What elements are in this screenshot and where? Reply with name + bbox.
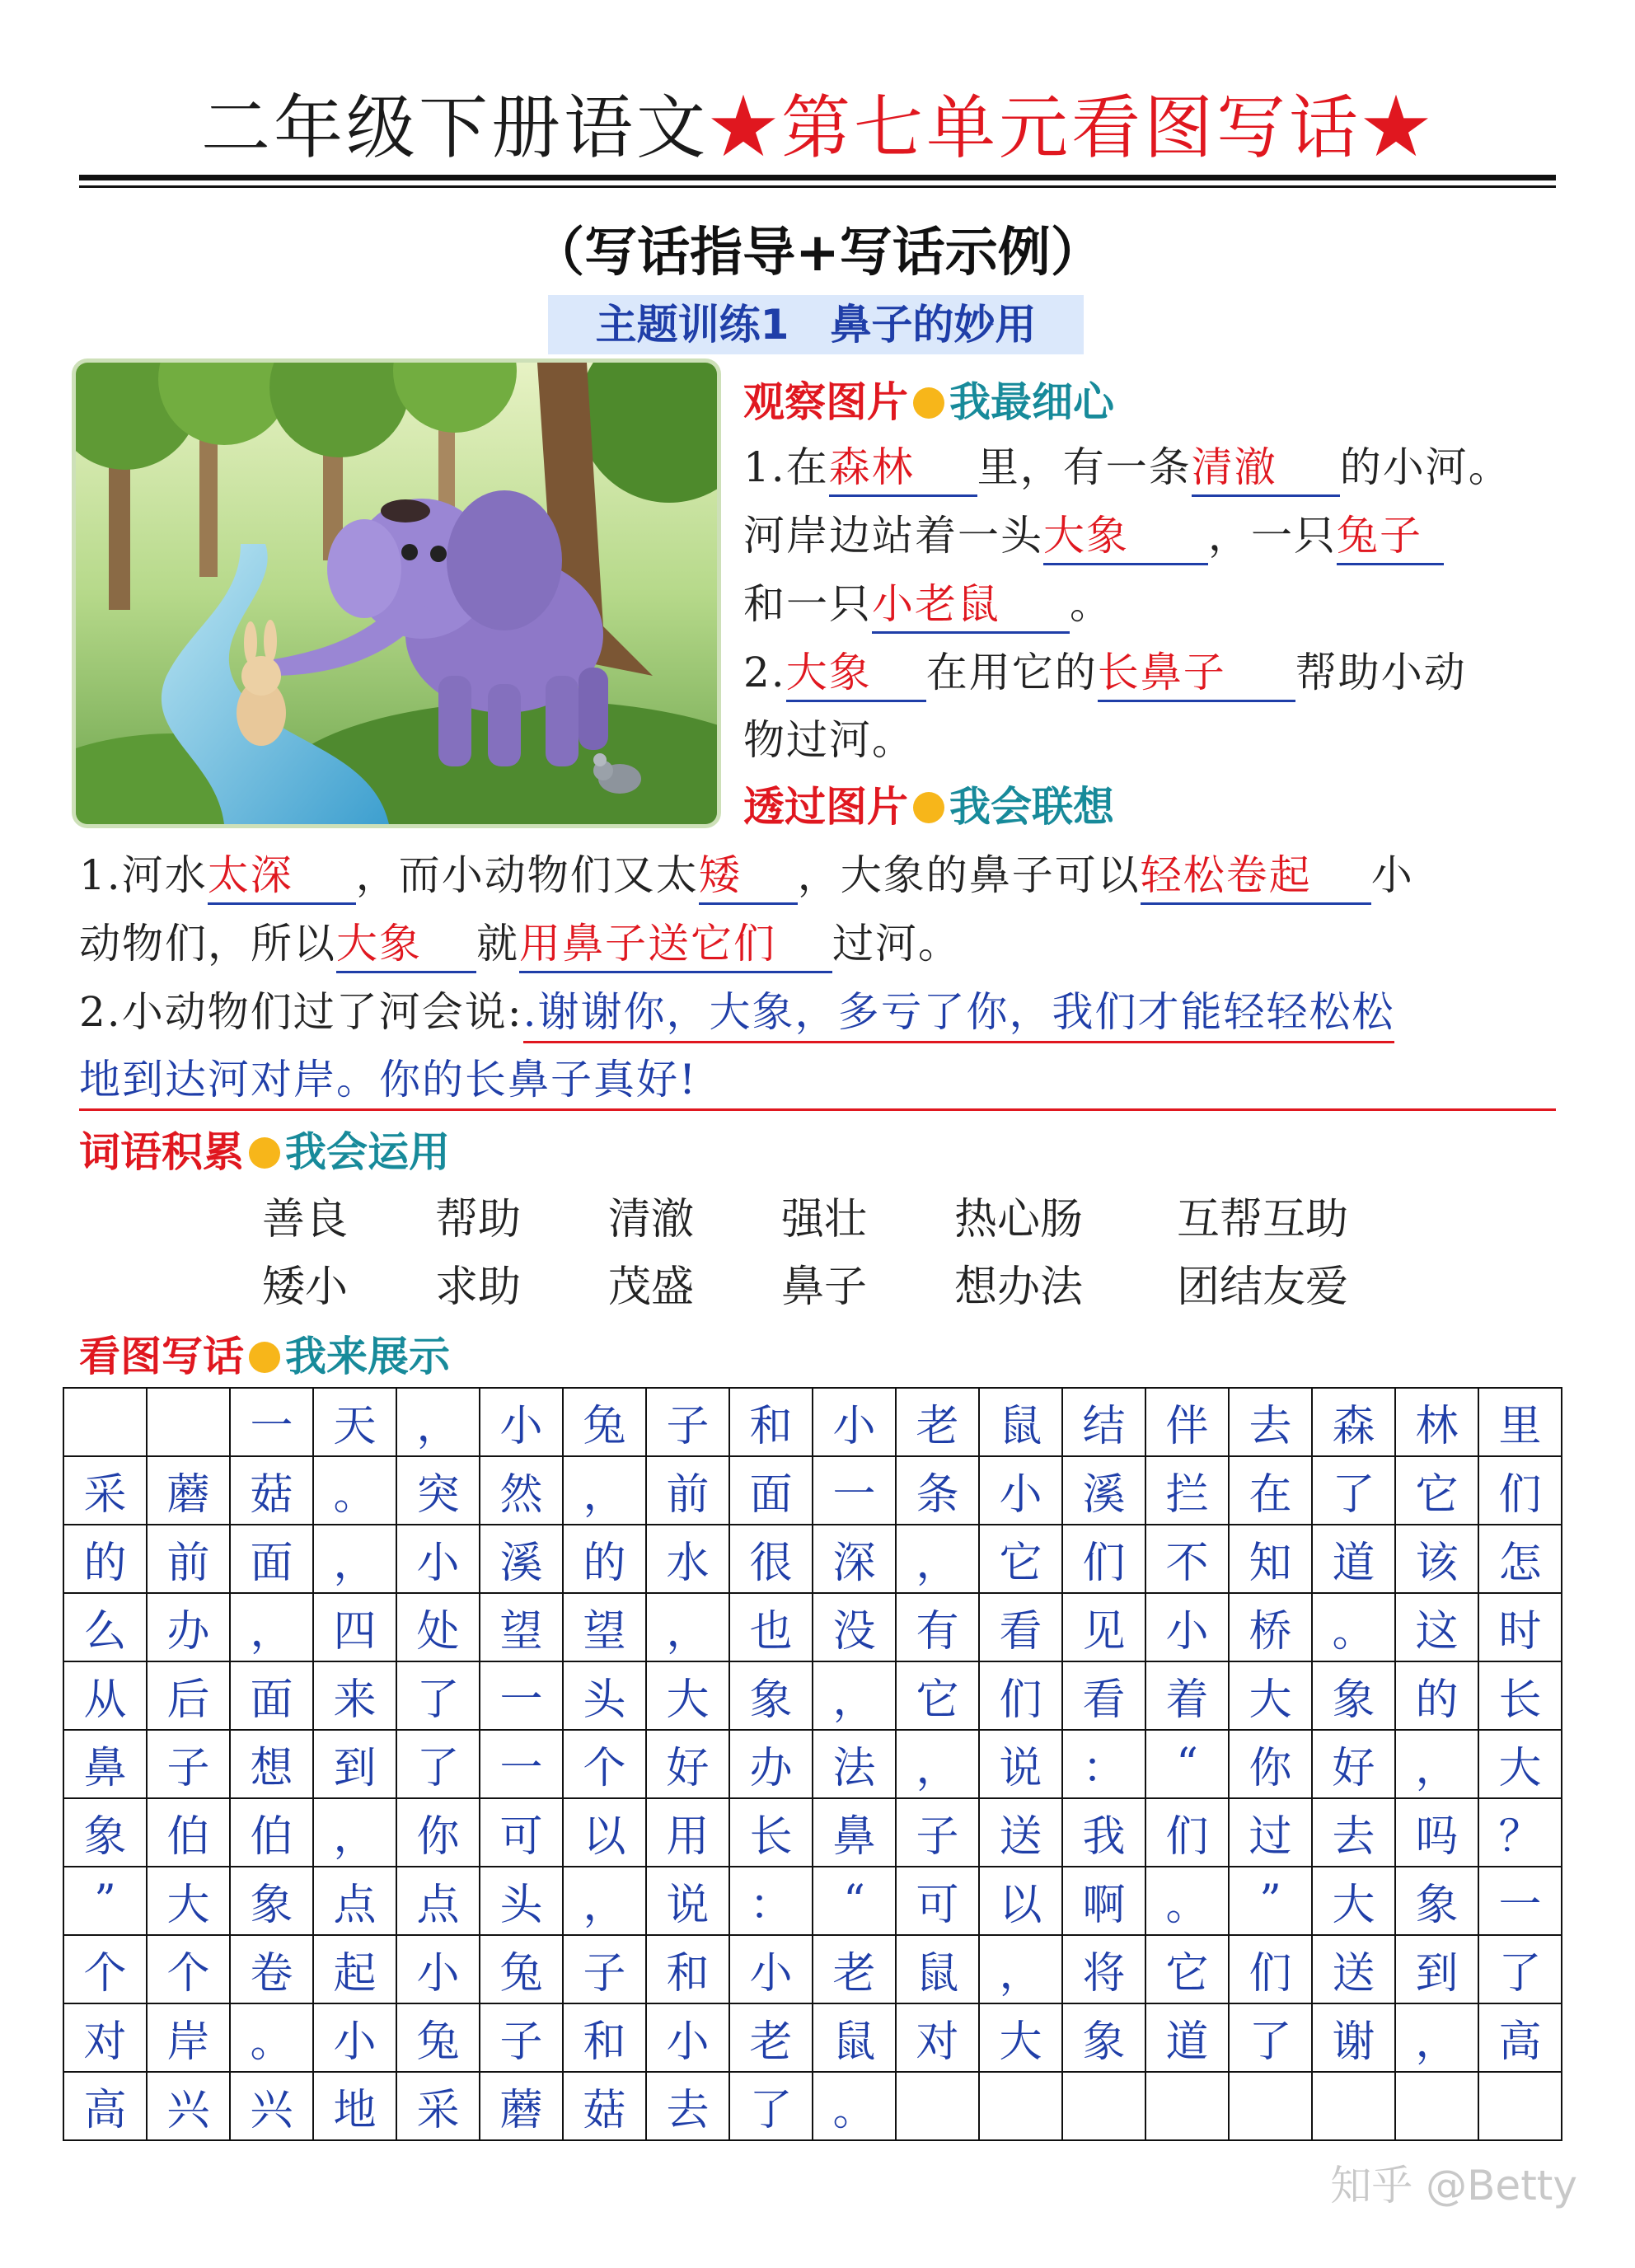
imagine-heading-red: 透过图片 xyxy=(743,783,908,831)
title-rule-thick xyxy=(79,175,1556,180)
word: 想办法 xyxy=(954,1263,1084,1312)
grid-cell: 桥 xyxy=(1229,1593,1312,1661)
observe-line-5: 物过河。 xyxy=(743,716,915,764)
grid-cell: 的 xyxy=(63,1525,147,1593)
grid-cell: 大 xyxy=(1229,1661,1312,1730)
grid-cell: 这 xyxy=(1395,1593,1478,1661)
grid-cell: 啊 xyxy=(1062,1867,1145,1935)
title-rule-thin xyxy=(79,185,1556,188)
grid-cell: 拦 xyxy=(1145,1456,1229,1525)
grid-row xyxy=(63,1525,1562,1593)
watermark: 知乎 @Betty xyxy=(1330,2162,1577,2209)
grid-cell: 鼠 xyxy=(979,1388,1062,1456)
grid-cell: 和 xyxy=(729,1388,813,1456)
grid-cell: 一 xyxy=(480,1730,563,1798)
grid-cell: 不 xyxy=(1145,1525,1229,1593)
grid-cell: 面 xyxy=(230,1661,313,1730)
grid-cell: 个 xyxy=(147,1935,230,2003)
grid-cell: ， xyxy=(563,1456,646,1525)
grid-cell: 老 xyxy=(896,1388,979,1456)
observe-line-1 xyxy=(743,434,1511,500)
fill-answer: 大象 xyxy=(1043,508,1208,565)
grid-cell: 象 xyxy=(230,1867,313,1935)
grid-cell: 鼠 xyxy=(813,2003,896,2072)
grid-cell: 到 xyxy=(313,1730,396,1798)
grid-cell: 林 xyxy=(1395,1388,1478,1456)
grid-cell: 。 xyxy=(1312,1593,1395,1661)
grid-cell: 菇 xyxy=(563,2072,646,2140)
fill-answer: 小老鼠 xyxy=(872,577,1070,634)
grid-cell: 长 xyxy=(1478,1661,1562,1730)
grid-cell: 可 xyxy=(896,1867,979,1935)
grid-cell: 着 xyxy=(1145,1661,1229,1730)
grid-cell: 好 xyxy=(646,1730,729,1798)
fill-answer: 大象 xyxy=(786,645,926,702)
grid-cell: 小 xyxy=(729,1935,813,2003)
text: 里，有一条 xyxy=(977,443,1192,491)
fill-answer: 长鼻子 xyxy=(1098,645,1295,702)
grid-cell: 大 xyxy=(646,1661,729,1730)
grid-cell: 望 xyxy=(480,1593,563,1661)
grid-cell: 天 xyxy=(313,1388,396,1456)
word: 团结友爱 xyxy=(1177,1263,1349,1312)
grid-cell: 象 xyxy=(63,1798,147,1867)
word: 强壮 xyxy=(781,1195,868,1244)
grid-cell: 谢 xyxy=(1312,2003,1395,2072)
grid-cell: 了 xyxy=(1229,2003,1312,2072)
grid-cell: 办 xyxy=(729,1730,813,1798)
grid-cell: 小 xyxy=(979,1456,1062,1525)
grid-cell: 象 xyxy=(1395,1867,1478,1935)
grid-cell: 地 xyxy=(313,2072,396,2140)
grid-cell: 好 xyxy=(1312,1730,1395,1798)
grid-cell: 以 xyxy=(563,1798,646,1867)
grid-cell: 到 xyxy=(1395,1935,1478,2003)
observe-heading xyxy=(743,373,1114,432)
grid-cell: 里 xyxy=(1478,1388,1562,1456)
text: 帮助小动 xyxy=(1295,649,1467,696)
imagine-line-1 xyxy=(79,842,1414,908)
grid-cell: 来 xyxy=(313,1661,396,1730)
grid-cell: 小 xyxy=(480,1388,563,1456)
grid-cell: 溪 xyxy=(1062,1456,1145,1525)
fill-answer: 清澈 xyxy=(1192,440,1340,497)
grid-cell: 子 xyxy=(646,1388,729,1456)
grid-cell: 水 xyxy=(646,1525,729,1593)
grid-cell: 个 xyxy=(63,1935,147,2003)
word: 茂盛 xyxy=(608,1263,695,1312)
grid-cell: 小 xyxy=(813,1388,896,1456)
grid-cell: 小 xyxy=(396,1935,480,2003)
grid-cell: 我 xyxy=(1062,1798,1145,1867)
grid-cell: 老 xyxy=(729,2003,813,2072)
grid-cell: ” xyxy=(1229,1867,1312,1935)
grid-cell xyxy=(1478,2072,1562,2140)
fill-answer: 兔子 xyxy=(1337,508,1444,565)
answer-sentence: .谢谢你，大象，多亏了你，我们才能轻轻松松 xyxy=(523,983,1395,1043)
grid-cell: 小 xyxy=(396,1525,480,1593)
grid-cell: 兔 xyxy=(480,1935,563,2003)
dot-icon xyxy=(249,1137,280,1169)
fill-answer: 太深 xyxy=(208,848,356,905)
grid-cell: 处 xyxy=(396,1593,480,1661)
grid-cell: 过 xyxy=(1229,1798,1312,1867)
grid-cell: 一 xyxy=(813,1456,896,1525)
writing-heading-teal: 我来展示 xyxy=(285,1333,450,1380)
grid-cell: 前 xyxy=(646,1456,729,1525)
topic-banner: 主题训练1 鼻子的妙用 xyxy=(548,295,1084,354)
grid-cell: ， xyxy=(813,1661,896,1730)
grid-cell: 送 xyxy=(979,1798,1062,1867)
grid-cell: 鼻 xyxy=(813,1798,896,1867)
grid-cell: 鼻 xyxy=(63,1730,147,1798)
text: 动物们，所以 xyxy=(79,920,336,968)
grid-cell: ， xyxy=(646,1593,729,1661)
grid-cell: 鼠 xyxy=(896,1935,979,2003)
grid-cell: 深 xyxy=(813,1525,896,1593)
grid-cell: 将 xyxy=(1062,1935,1145,2003)
grid-cell: 四 xyxy=(313,1593,396,1661)
grid-cell: 小 xyxy=(1145,1593,1229,1661)
grid-cell: 们 xyxy=(1145,1798,1229,1867)
grid-cell xyxy=(63,1388,147,1456)
grid-cell: 溪 xyxy=(480,1525,563,1593)
grid-cell: 说 xyxy=(646,1867,729,1935)
grid-cell: 小 xyxy=(313,2003,396,2072)
grid-cell: 的 xyxy=(563,1525,646,1593)
grid-cell: 卷 xyxy=(230,1935,313,2003)
text: 的小河。 xyxy=(1339,443,1511,491)
grid-cell: 高 xyxy=(63,2072,147,2140)
grid-cell: 法 xyxy=(813,1730,896,1798)
grid-cell: 望 xyxy=(563,1593,646,1661)
dot-icon xyxy=(913,387,944,419)
grid-cell: 点 xyxy=(396,1867,480,1935)
grid-cell xyxy=(147,1388,230,1456)
grid-cell: 伴 xyxy=(1145,1388,1229,1456)
grid-cell: ， xyxy=(230,1593,313,1661)
grid-cell: 它 xyxy=(979,1525,1062,1593)
grid-cell: 大 xyxy=(147,1867,230,1935)
writing-heading xyxy=(79,1327,450,1386)
grid-cell: ， xyxy=(896,1730,979,1798)
grid-cell: 。 xyxy=(1145,1867,1229,1935)
grid-cell: 了 xyxy=(396,1730,480,1798)
grid-row xyxy=(63,1661,1562,1730)
grid-cell: 和 xyxy=(563,2003,646,2072)
grid-cell: 对 xyxy=(896,2003,979,2072)
grid-cell: 时 xyxy=(1478,1593,1562,1661)
grid-cell: 小 xyxy=(646,2003,729,2072)
grid-cell: 结 xyxy=(1062,1388,1145,1456)
text: 。 xyxy=(1070,580,1113,628)
imagine-line-2 xyxy=(79,911,961,977)
grid-cell: 兔 xyxy=(563,1388,646,1456)
grid-cell: 办 xyxy=(147,1593,230,1661)
imagine-heading-teal: 我会联想 xyxy=(949,783,1114,831)
observe-line-4 xyxy=(743,640,1467,705)
grid-cell xyxy=(896,2072,979,2140)
word: 帮助 xyxy=(435,1195,522,1244)
text: 和一只 xyxy=(743,580,872,628)
grid-cell: 头 xyxy=(563,1661,646,1730)
grid-row xyxy=(63,1730,1562,1798)
grid-row xyxy=(63,1867,1562,1935)
grid-cell: ， xyxy=(313,1525,396,1593)
grid-cell: 想 xyxy=(230,1730,313,1798)
grid-cell: 象 xyxy=(1062,2003,1145,2072)
grid-cell: 。 xyxy=(230,2003,313,2072)
grid-cell: ： xyxy=(729,1867,813,1935)
text: 小 xyxy=(1370,851,1414,899)
word: 热心肠 xyxy=(954,1195,1084,1244)
grid-cell: 和 xyxy=(646,1935,729,2003)
grid-cell: 兔 xyxy=(396,2003,480,2072)
grid-row xyxy=(63,1798,1562,1867)
words-heading xyxy=(79,1122,450,1182)
grid-cell: 头 xyxy=(480,1867,563,1935)
elephant-rabbit-mouse-river-icon xyxy=(76,363,717,824)
grid-cell: 么 xyxy=(63,1593,147,1661)
grid-cell: 你 xyxy=(1229,1730,1312,1798)
text: ，大象的鼻子可以 xyxy=(797,851,1141,899)
observe-heading-teal: 我最细心 xyxy=(949,378,1114,426)
dot-icon xyxy=(249,1342,280,1373)
title-unit: 第七单元看图写话 xyxy=(781,87,1362,168)
grid-row xyxy=(63,1456,1562,1525)
word: 清澈 xyxy=(608,1195,695,1244)
grid-cell: 一 xyxy=(230,1388,313,1456)
grid-cell: 高 xyxy=(1478,2003,1562,2072)
grid-cell: 菇 xyxy=(230,1456,313,1525)
grid-cell: 它 xyxy=(1395,1456,1478,1525)
grid-cell: ， xyxy=(563,1867,646,1935)
grid-cell: 面 xyxy=(230,1525,313,1593)
grid-cell: 道 xyxy=(1145,2003,1229,2072)
grid-cell: 大 xyxy=(1312,1867,1395,1935)
grid-cell: 森 xyxy=(1312,1388,1395,1456)
answer-sentence: 地到达河对岸。你的长鼻子真好! xyxy=(79,1051,1556,1111)
grid-cell xyxy=(979,2072,1062,2140)
dot-icon xyxy=(913,792,944,823)
grid-cell: 点 xyxy=(313,1867,396,1935)
text: 在用它的 xyxy=(925,649,1098,696)
grid-cell: 一 xyxy=(1478,1867,1562,1935)
grid-cell: 子 xyxy=(480,2003,563,2072)
grid-cell: 送 xyxy=(1312,1935,1395,2003)
grid-cell: ， xyxy=(979,1935,1062,2003)
grid-cell: 怎 xyxy=(1478,1525,1562,1593)
fill-answer: 大象 xyxy=(336,916,476,973)
grid-cell: 伯 xyxy=(147,1798,230,1867)
grid-cell: 长 xyxy=(729,1798,813,1867)
grid-cell: ， xyxy=(313,1798,396,1867)
grid-cell: 兴 xyxy=(230,2072,313,2140)
grid-cell: 采 xyxy=(396,2072,480,2140)
grid-cell: 有 xyxy=(896,1593,979,1661)
grid-cell: 用 xyxy=(646,1798,729,1867)
grid-cell: 看 xyxy=(979,1593,1062,1661)
imagine-line-4 xyxy=(79,1047,1556,1113)
grid-cell: ， xyxy=(896,1525,979,1593)
grid-cell: 对 xyxy=(63,2003,147,2072)
word: 互帮互助 xyxy=(1177,1195,1349,1244)
grid-cell: 蘑 xyxy=(147,1456,230,1525)
grid-cell: ， xyxy=(1395,1730,1478,1798)
text: 1.在 xyxy=(743,443,829,491)
word: 求助 xyxy=(435,1263,522,1312)
grid-cell: 岸 xyxy=(147,2003,230,2072)
grid-row xyxy=(63,2003,1562,2072)
grid-cell: 知 xyxy=(1229,1525,1312,1593)
grid-cell: 起 xyxy=(313,1935,396,2003)
grid-cell xyxy=(1145,2072,1229,2140)
grid-row xyxy=(63,1593,1562,1661)
grid-cell: ， xyxy=(396,1388,480,1456)
subtitle: （写话指导+写话示例） xyxy=(532,223,1103,284)
grid-cell: 子 xyxy=(563,1935,646,2003)
grid-cell: 了 xyxy=(1478,1935,1562,2003)
text: 河岸边站着一头 xyxy=(743,512,1043,560)
grid-cell: 后 xyxy=(147,1661,230,1730)
imagine-line-3 xyxy=(79,979,1394,1045)
grid-cell: 没 xyxy=(813,1593,896,1661)
grid-cell: 突 xyxy=(396,1456,480,1525)
fill-answer: 森林 xyxy=(829,440,977,497)
grid-cell: 说 xyxy=(979,1730,1062,1798)
grid-cell: 们 xyxy=(1229,1935,1312,2003)
observe-heading-red: 观察图片 xyxy=(743,378,908,426)
grid-cell: 它 xyxy=(896,1661,979,1730)
grid-cell: 你 xyxy=(396,1798,480,1867)
grid-cell: 象 xyxy=(1312,1661,1395,1730)
word: 善良 xyxy=(262,1195,349,1244)
grid-cell: 可 xyxy=(480,1798,563,1867)
grid-cell: “ xyxy=(1145,1730,1229,1798)
grid-cell: 。 xyxy=(813,2072,896,2140)
grid-cell: 们 xyxy=(979,1661,1062,1730)
text: 就 xyxy=(476,920,519,968)
text: 1.河水 xyxy=(79,851,208,899)
star-icon: ★ xyxy=(708,87,781,168)
page-title xyxy=(0,82,1635,173)
grid-cell: 大 xyxy=(979,2003,1062,2072)
grid-cell: 伯 xyxy=(230,1798,313,1867)
grid-cell: 在 xyxy=(1229,1456,1312,1525)
grid-cell: 。 xyxy=(313,1456,396,1525)
writing-grid xyxy=(63,1387,1562,2141)
grid-cell: 道 xyxy=(1312,1525,1395,1593)
grid-row xyxy=(63,1388,1562,1456)
word: 矮小 xyxy=(262,1263,349,1312)
grid-cell: 很 xyxy=(729,1525,813,1593)
grid-cell: 采 xyxy=(63,1456,147,1525)
words-heading-teal: 我会运用 xyxy=(285,1128,450,1176)
grid-cell: 象 xyxy=(729,1661,813,1730)
grid-cell: 蘑 xyxy=(480,2072,563,2140)
star-icon: ★ xyxy=(1361,87,1435,168)
grid-cell: 从 xyxy=(63,1661,147,1730)
grid-cell: 吗 xyxy=(1395,1798,1478,1867)
grid-cell: 了 xyxy=(729,2072,813,2140)
text: 2. xyxy=(743,649,786,696)
grid-cell: 兴 xyxy=(147,2072,230,2140)
fill-answer: 矮 xyxy=(699,848,798,905)
grid-cell: 个 xyxy=(563,1730,646,1798)
grid-cell: 看 xyxy=(1062,1661,1145,1730)
grid-row xyxy=(63,2072,1562,2140)
grid-cell xyxy=(1312,2072,1395,2140)
grid-cell: 前 xyxy=(147,1525,230,1593)
grid-cell: 去 xyxy=(1229,1388,1312,1456)
text: ，一只 xyxy=(1208,512,1337,560)
grid-cell: 们 xyxy=(1062,1525,1145,1593)
grid-row xyxy=(63,1935,1562,2003)
grid-cell: 们 xyxy=(1478,1456,1562,1525)
writing-heading-red: 看图写话 xyxy=(79,1333,244,1380)
text: 过河。 xyxy=(832,920,961,968)
grid-cell: 去 xyxy=(646,2072,729,2140)
grid-cell: 也 xyxy=(729,1593,813,1661)
grid-cell: ” xyxy=(63,1867,147,1935)
grid-cell: ？ xyxy=(1478,1798,1562,1867)
grid-cell: 见 xyxy=(1062,1593,1145,1661)
words-heading-red: 词语积累 xyxy=(79,1128,244,1176)
imagine-heading xyxy=(743,777,1114,836)
grid-cell xyxy=(1229,2072,1312,2140)
grid-cell: 了 xyxy=(396,1661,480,1730)
grid-cell: 一 xyxy=(480,1661,563,1730)
grid-cell: ， xyxy=(1395,2003,1478,2072)
text: ，而小动物们又太 xyxy=(355,851,699,899)
fill-answer: 轻松卷起 xyxy=(1141,848,1371,905)
elephant-illustration xyxy=(76,363,717,824)
grid-cell: 条 xyxy=(896,1456,979,1525)
grid-cell xyxy=(1062,2072,1145,2140)
grid-cell: 它 xyxy=(1145,1935,1229,2003)
word: 鼻子 xyxy=(781,1263,868,1312)
grid-cell: “ xyxy=(813,1867,896,1935)
fill-answer: 用鼻子送它们 xyxy=(519,916,832,973)
grid-cell: 子 xyxy=(896,1798,979,1867)
grid-cell xyxy=(1395,2072,1478,2140)
grid-cell: 老 xyxy=(813,1935,896,2003)
grid-cell: 面 xyxy=(729,1456,813,1525)
grid-cell: 了 xyxy=(1312,1456,1395,1525)
observe-line-2 xyxy=(743,503,1444,569)
grid-cell: 去 xyxy=(1312,1798,1395,1867)
grid-cell: 大 xyxy=(1478,1730,1562,1798)
grid-cell: 以 xyxy=(979,1867,1062,1935)
grid-cell: 该 xyxy=(1395,1525,1478,1593)
text: 2.小动物们过了河会说: xyxy=(79,988,523,1036)
title-grade: 二年级下册语文 xyxy=(200,87,709,168)
observe-line-3 xyxy=(743,571,1113,637)
grid-cell: ： xyxy=(1062,1730,1145,1798)
grid-cell: 子 xyxy=(147,1730,230,1798)
grid-cell: 的 xyxy=(1395,1661,1478,1730)
grid-cell: 然 xyxy=(480,1456,563,1525)
